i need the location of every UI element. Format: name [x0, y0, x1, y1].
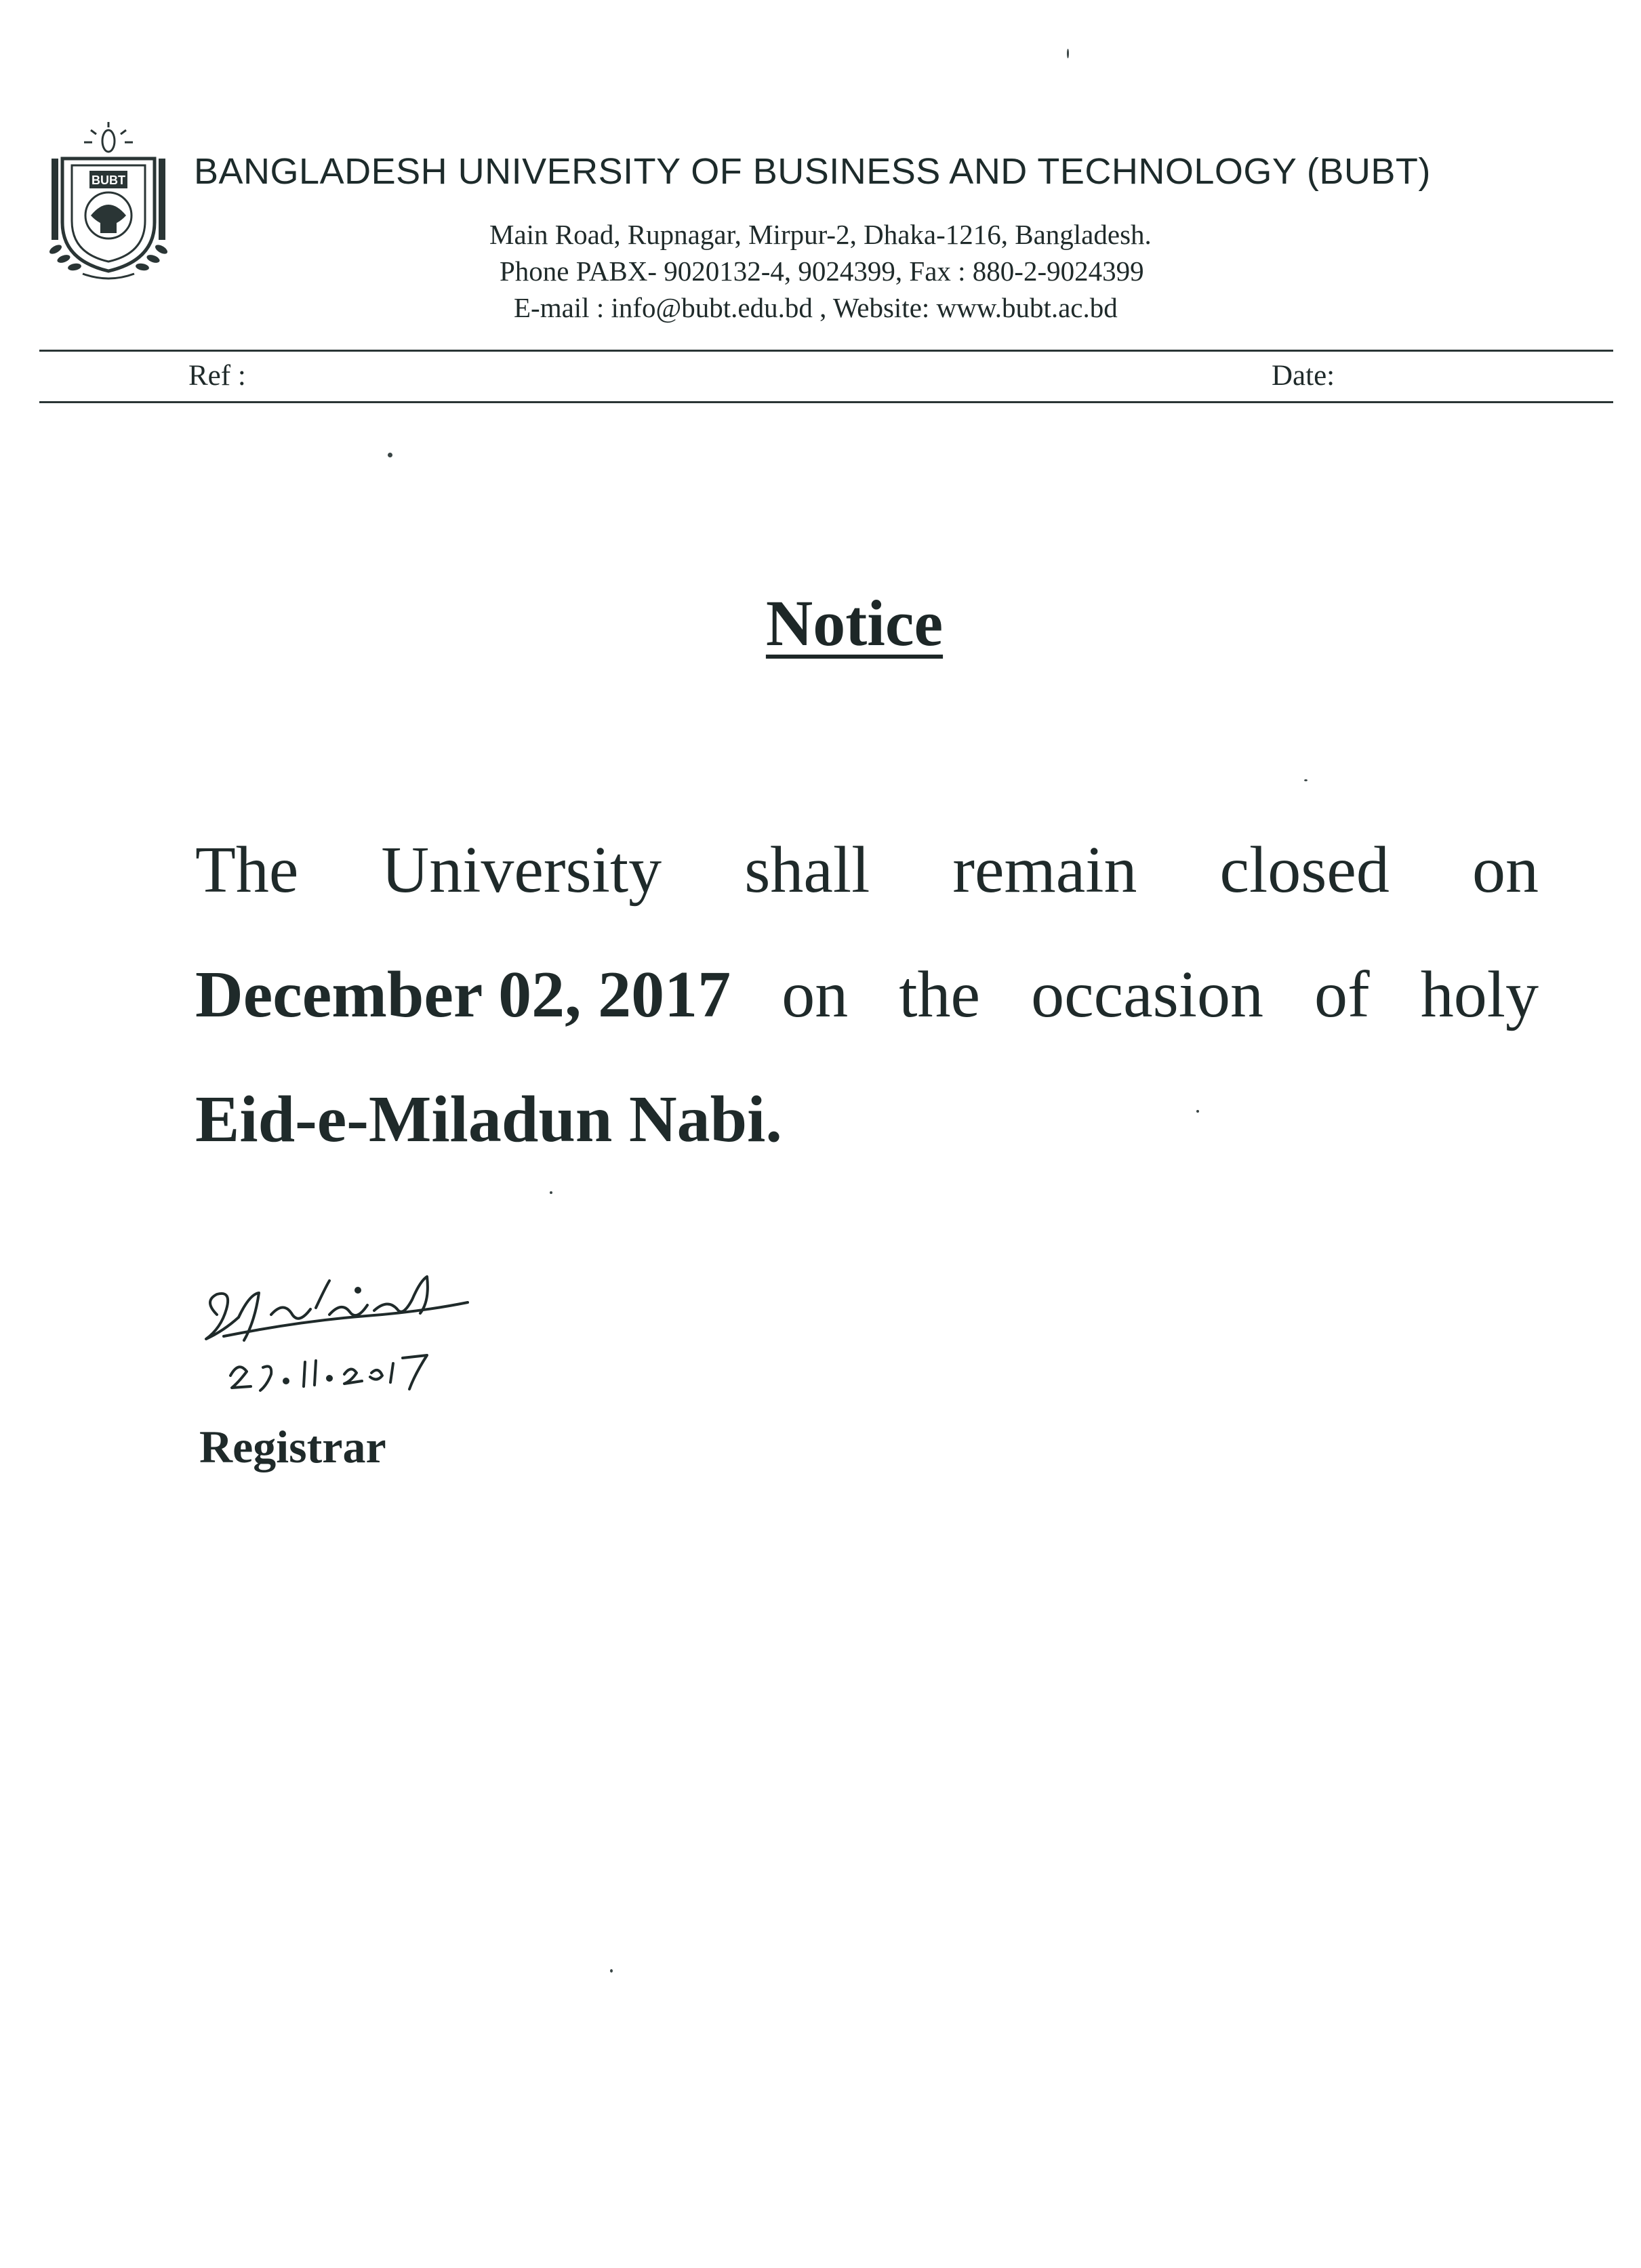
registrar-signature [197, 1274, 515, 1403]
logo-initials: BUBT [92, 173, 125, 187]
scan-speck [1196, 1110, 1199, 1113]
header-divider-top [39, 350, 1613, 352]
ref-label: Ref : [188, 360, 246, 392]
university-name: BANGLADESH UNIVERSITY OF BUSINESS AND TECHNOLOGY (BUBT) [194, 151, 1431, 192]
scan-speck [1067, 49, 1069, 58]
scan-speck [388, 453, 392, 457]
notice-word: of [1314, 958, 1370, 1031]
closure-date: December 02, 2017 [195, 958, 731, 1031]
address-line: Main Road, Rupnagar, Mirpur-2, Dhaka-1216, Bangladesh. [489, 219, 1152, 250]
scan-speck [550, 1191, 552, 1194]
notice-word: on [1472, 833, 1539, 907]
notice-word: occasion [1031, 958, 1263, 1031]
notice-body-line-1 [195, 832, 1539, 908]
date-label: Date: [1272, 360, 1335, 392]
notice-word: University [381, 833, 662, 907]
header-divider-bottom [39, 401, 1613, 403]
notice-body-line-3 [195, 1081, 1539, 1157]
notice-word: The [195, 833, 299, 907]
email-line: E-mail : info@bubt.edu.bd , Website: www.bubt.ac.bd [514, 292, 1118, 323]
signatory-title: Registrar [199, 1421, 386, 1472]
phone-line: Phone PABX- 9020132-4, 9024399, Fax : 880-2-9024399 [500, 255, 1144, 287]
university-logo [42, 121, 175, 283]
scan-speck [610, 1969, 613, 1973]
notice-word: on [782, 958, 849, 1031]
notice-word: closed [1219, 833, 1390, 907]
notice-word: holy [1420, 958, 1539, 1031]
scan-speck [1304, 779, 1308, 781]
occasion-name: Eid-e-Miladun Nabi. [195, 1083, 782, 1156]
notice-word: the [899, 958, 981, 1031]
notice-body-line-2 [195, 957, 1539, 1033]
notice-word: shall [744, 833, 870, 907]
notice-word: remain [952, 833, 1137, 907]
notice-title: Notice [765, 587, 944, 659]
